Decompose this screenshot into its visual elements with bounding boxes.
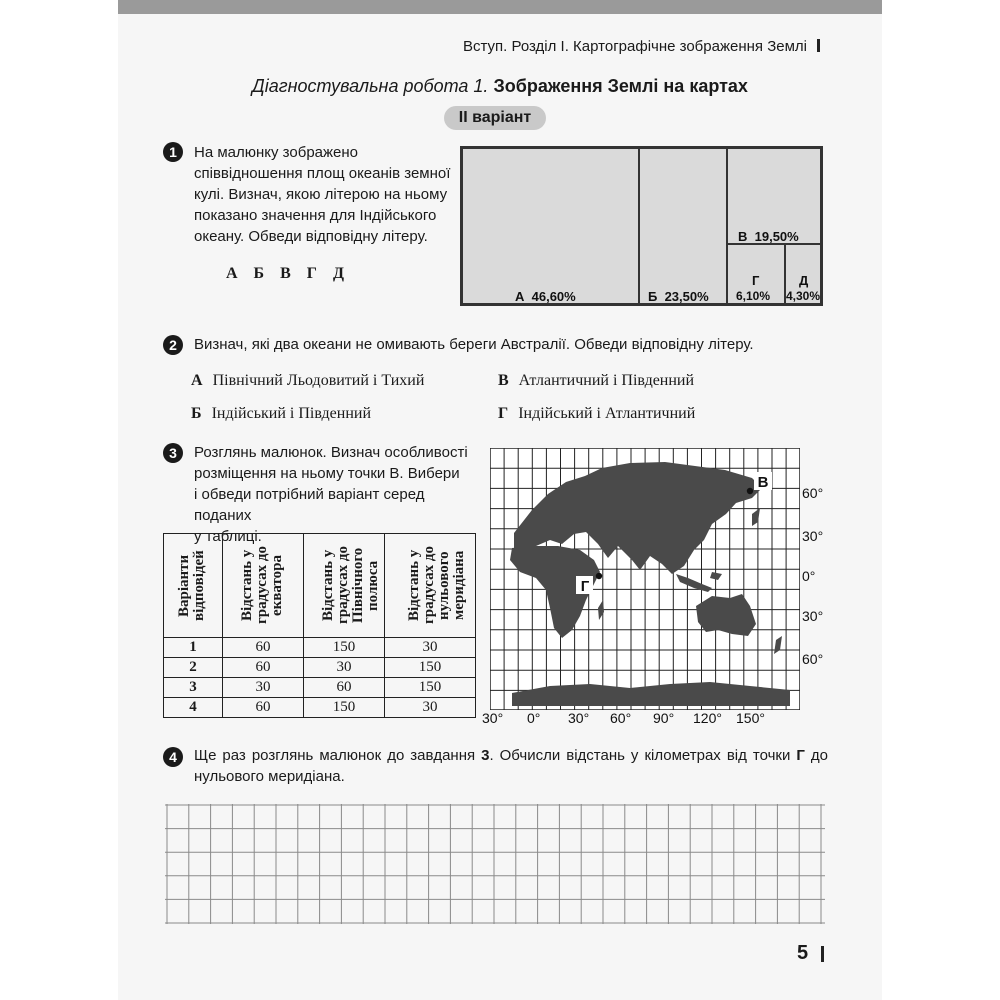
ocean-cell-g: [727, 244, 785, 304]
lat-label: 60°: [802, 651, 824, 667]
task-1-line: показано значення для Індійського: [194, 207, 437, 224]
table-row[interactable]: 2 60 30 150: [164, 658, 476, 678]
task-3-line: розміщення на ньому точки В. Вибери: [194, 465, 460, 482]
table-row[interactable]: 4 60 150 30: [164, 698, 476, 718]
task-1-number: 1: [163, 142, 183, 162]
task-2-number: 2: [163, 335, 183, 355]
page-number: 5: [797, 942, 809, 964]
page-title: [0, 76, 1000, 97]
world-map-figure: [482, 448, 824, 726]
page-number-marker: [821, 946, 824, 962]
ocean-label-a: А 46,60%: [515, 289, 576, 304]
ocean-label-d-letter: Д: [799, 273, 809, 288]
point-v-label: В: [757, 474, 769, 491]
point-g-label: Г: [580, 578, 590, 595]
running-header: [463, 38, 820, 55]
lat-label: 0°: [802, 568, 816, 584]
table-row[interactable]: 1 60 150 30: [164, 638, 476, 658]
ocean-cell-b: [639, 148, 727, 304]
task-1-line: кулі. Визнач, якою літерою на ньому: [194, 186, 448, 203]
task-3-line: Розглянь малюнок. Визнач особливості: [194, 444, 468, 461]
ocean-cell-a: [462, 148, 639, 304]
lon-label: 30°: [482, 710, 504, 726]
table-header: Варіанти відповідей: [164, 534, 223, 638]
task-4-text: Ще раз розглянь малюнок до завдання 3. Обчисли відстань у кілометрах від точки Г до нульового меридіана.: [194, 747, 828, 785]
table-header-row: [164, 534, 476, 638]
lat-label: 30°: [802, 608, 824, 624]
task-2-text: Визнач, які два океани не омивають береги Австралії. Обведи відповідну літеру.: [194, 336, 754, 353]
answer-variants-table: [163, 533, 476, 718]
table-header: Відстань у градусах до нульового меридіана: [385, 534, 476, 638]
ocean-area-chart: [460, 146, 823, 306]
lon-label: 60°: [610, 710, 632, 726]
ocean-label-d-value: 4,30%: [786, 289, 821, 303]
lon-label: 150°: [736, 710, 765, 726]
title-topic: Зображення Землі на картах: [493, 76, 748, 96]
lon-label: 90°: [653, 710, 675, 726]
lon-label: 120°: [693, 710, 722, 726]
variant-badge: ІІ варіант: [444, 106, 546, 130]
task-4-number: 4: [163, 747, 183, 767]
header-marker: [817, 39, 820, 52]
lat-label: 30°: [802, 528, 824, 544]
world-map: [490, 448, 800, 710]
ocean-cell-d: [785, 244, 821, 304]
title-work-number: Діагностувальна робота 1.: [252, 76, 489, 96]
task-1-line: співвідношення площ океанів земної: [194, 165, 451, 182]
ocean-cell-v: [727, 148, 821, 244]
table-header: Відстань у градусах до Північного полюса: [304, 534, 385, 638]
task-2-option-v[interactable]: В Атлантичний і Південний: [498, 372, 695, 389]
running-header-text: Вступ. Розділ І. Картографічне зображення Землі: [462, 38, 807, 55]
table-header: Відстань у градусах до екватора: [223, 534, 304, 638]
top-edge-band: [118, 0, 882, 14]
task-2-option-g[interactable]: Г Індійський і Атлантичний: [498, 405, 696, 422]
ocean-label-b: Б 23,50%: [648, 289, 709, 304]
task-3-number: 3: [163, 443, 183, 463]
ocean-label-g-value: 6,10%: [736, 289, 771, 303]
point-v-marker: [747, 488, 753, 494]
ocean-label-v: В 19,50%: [738, 229, 799, 244]
lat-label: 60°: [802, 485, 824, 501]
table-row[interactable]: 3 30 60 150: [164, 678, 476, 698]
lon-label: 0°: [527, 710, 541, 726]
point-g-marker: [596, 573, 602, 579]
task-3-line: у таблиці.: [194, 528, 262, 545]
task-1-line: На малюнку зображено: [194, 144, 359, 161]
lon-label: 30°: [568, 710, 590, 726]
ocean-label-g-letter: Г: [752, 273, 760, 288]
task-2-option-a[interactable]: А Північний Льодовитий і Тихий: [191, 372, 425, 389]
task-1-text: [194, 142, 454, 247]
task-2-option-b[interactable]: Б Індійський і Південний: [191, 405, 372, 422]
task-3-line: і обведи потрібний варіант серед поданих: [194, 486, 425, 524]
answer-grid[interactable]: [165, 804, 825, 924]
task-1-answer-letters[interactable]: А Б В Г Д: [226, 265, 344, 282]
task-1-line: океану. Обведи відповідну літеру.: [194, 228, 428, 245]
task-3-text: [194, 442, 474, 547]
